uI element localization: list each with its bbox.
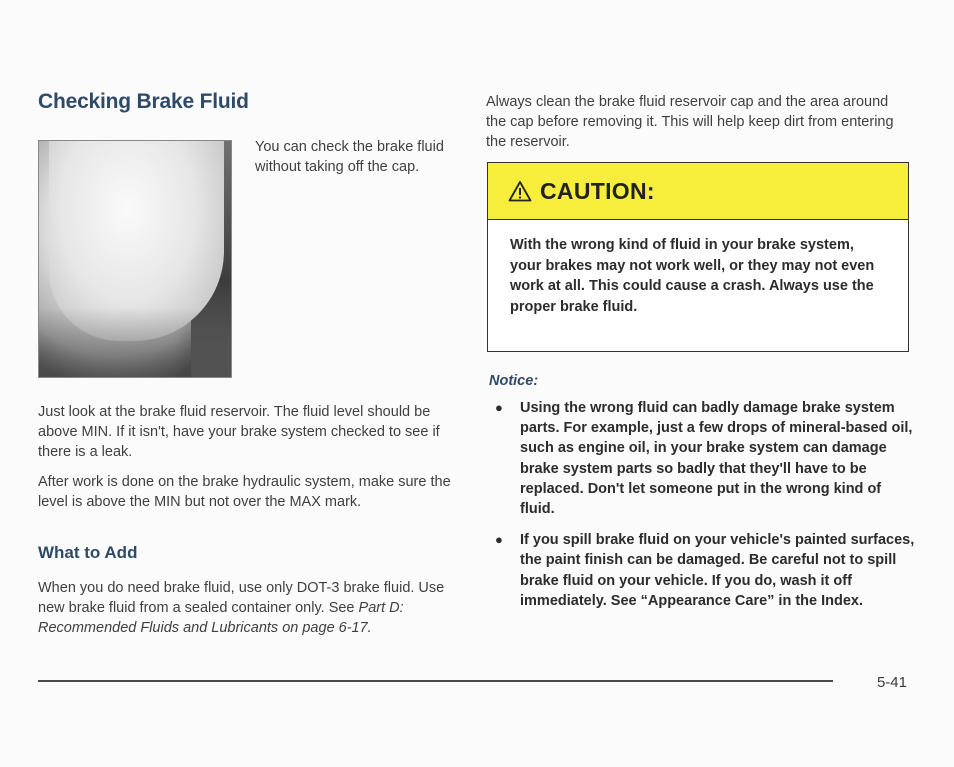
caution-box bbox=[487, 162, 909, 352]
caution-header bbox=[488, 163, 908, 220]
cross-reference: Part D: Recommended Fluids and Lubricants on page 6-17. bbox=[38, 600, 404, 636]
paragraph-what-to-add-text: When you do need brake fluid, use only DOT-3 brake fluid. Use new brake fluid from a sealed container only. See bbox=[38, 580, 445, 616]
paragraph-check-level: Just look at the brake fluid reservoir. The fluid level should be above MIN. If it isn't, have your brake system checked to see if there is a leak. bbox=[38, 404, 440, 460]
caution-label: CAUTION: bbox=[540, 177, 655, 204]
list-item bbox=[489, 530, 919, 611]
paragraph-after-work: After work is done on the brake hydraulic system, make sure the level is above the MIN but not over the MAX mark. bbox=[38, 474, 451, 510]
bullet-icon: ● bbox=[495, 400, 503, 415]
warning-triangle-icon bbox=[508, 180, 532, 202]
page-number: 5-41 bbox=[876, 674, 907, 691]
notice-label: Notice: bbox=[489, 373, 539, 389]
paragraph-clean-cap: Always clean the brake fluid reservoir cap and the area around the cap before removing it. This will help keep dirt from entering the reservoir. bbox=[486, 94, 894, 150]
notice-item-text: Using the wrong fluid can badly damage brake system parts. For example, just a few drops of mineral-based oil, such as engine oil, in your brake system can damage brake system parts so badly that they'll have to be replaced. Don't let someone put in the wrong kind of fluid. bbox=[520, 400, 913, 518]
subheading-what-to-add: What to Add bbox=[38, 543, 138, 562]
brake-reservoir-photo bbox=[38, 140, 232, 378]
paragraph-what-to-add bbox=[38, 578, 458, 638]
section-title: Checking Brake Fluid bbox=[38, 90, 249, 113]
bullet-icon: ● bbox=[495, 532, 503, 548]
footer-rule bbox=[38, 680, 833, 682]
caution-text: With the wrong kind of fluid in your brake system, your brakes may not work well, or they may not even work at all. This could cause a crash. Always use the proper brake fluid. bbox=[510, 237, 875, 315]
photo-caption: You can check the brake fluid without taking off the cap. bbox=[255, 139, 444, 175]
notice-list bbox=[489, 398, 919, 622]
notice-item-text: If you spill brake fluid on your vehicle's painted surfaces, the paint finish can be damaged. Be careful not to spill brake fluid on your vehicle. If you do, wash it off immediately. See “Appearance Care” in the Index. bbox=[520, 532, 915, 609]
list-item bbox=[489, 398, 919, 519]
